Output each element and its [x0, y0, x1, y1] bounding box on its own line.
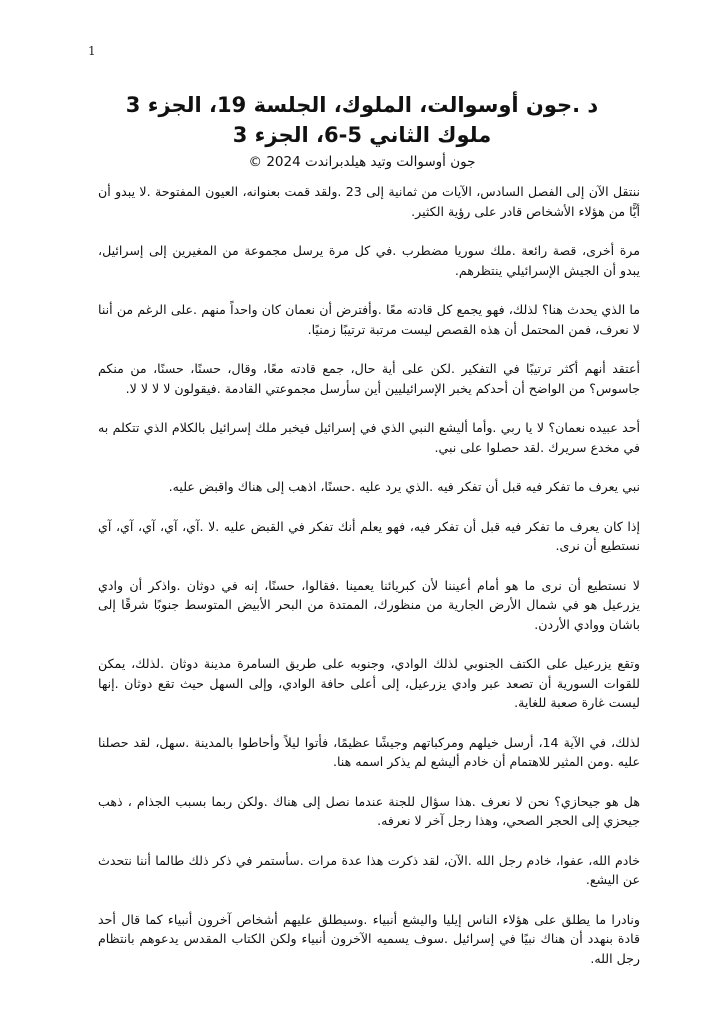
copyright-line: جون أوسوالت وتيد هيلدبراندت 2024 © — [248, 154, 476, 170]
paragraph: لذلك، في الآية 14، أرسل خيلهم ومركباتهم وجيشًا عظيمًا، فأتوا ليلاً وأحاطوا بالمدينة .سهل، لقد حصلنا عليه .ومن المثير للاهتمام أن خادم أليشع لم يذكر اسمه هنا. — [98, 734, 640, 769]
paragraph: أعتقد أنهم أكثر ترتيبًا في التفكير .لكن على أية حال، جمع قادته معًا، وقال، حسنًا، حسنًا، من منكم جاسوس؟ من الواضح أن أحدكم يخبر الإسرائيليين أين سأرسل مجموعتي القادمة .فيقولون لا لا لا لا. — [98, 361, 640, 396]
paragraph: نبي يعرف ما تفكر فيه قبل أن تفكر فيه .الذي يرد عليه .حسنًا، اذهب إلى هناك واقبض عليه. — [168, 479, 640, 494]
title-block — [60, 90, 664, 172]
body-text — [98, 182, 640, 988]
paragraph: مرة أخرى، قصة رائعة .ملك سوريا مضطرب .في كل مرة يرسل مجموعة من المغيرين إلى إسرائيل، يبدو أن الجيش الإسرائيلي ينتظرهم. — [98, 243, 640, 278]
paragraph: ما الذي يحدث هنا؟ لذلك، فهو يجمع كل قادته معًا .وأفترض أن نعمان كان واحداً منهم .على الرغم من أننا لا نعرف، فمن المحتمل أن هذه القصص ليست مرتبة ترتيبًا زمنيًا. — [98, 302, 640, 337]
paragraph: لا نستطيع أن نرى ما هو أمام أعيننا لأن كبريائنا يعمينا .فقالوا، حسنًا، إنه في دوثان .واذكر أن وادي يزرعيل هو في شمال الأرض الجارية من منظورك، الممتدة من البحر الأبيض المتوسط جنوبًا شرقًا إلى باشان ووادي الأردن. — [98, 577, 640, 632]
document-subtitle: ملوك الثاني 5-6، الجزء 3 — [232, 123, 492, 147]
page-number: 1 — [88, 44, 96, 58]
paragraph: هل هو جيحازي؟ نحن لا نعرف .هذا سؤال للجنة عندما نصل إلى هناك .ولكن ربما بسبب الجذام ، ذهب جيحزي إلى الحجر الصحي، وهذا رجل آخر لا نعرفه. — [98, 793, 640, 828]
paragraph: وتقع يزرعيل على الكتف الجنوبي لذلك الوادي، وجنوبه على طريق السامرة مدينة دوثان .لذلك، يمكن للقوات السورية أن تصعد عبر وادي يزرعيل، إلى أعلى حافة الوادي، وإلى السهل حيث تقع دوثان .إنها ليست غارة صعبة للغاية. — [98, 656, 640, 710]
paragraph: إذا كان يعرف ما تفكر فيه قبل أن تفكر فيه، فهو يعلم أنك تفكر في القبض عليه .لا .آي، آي، آي، آي، آي نستطيع أن نرى. — [98, 518, 640, 553]
paragraph: خادم الله، عفوا، خادم رجل الله .الآن، لقد ذكرت هذا عدة مرات .سأستمر في ذكر ذلك طالما أننا نتحدث عن اليشع. — [98, 852, 640, 887]
paragraph: ننتقل الآن إلى الفصل السادس، الآيات من ثمانية إلى 23 .ولقد قمت بعنوانه، العيون المفتوحة .لا يبدو أن أيًّا من هؤلاء الأشخاص قادر على رؤية الكثير. — [98, 184, 641, 219]
paragraph: ونادرا ما يطلق على هؤلاء الناس إيليا واليشع أنبياء .وسيطلق عليهم أشخاص آخرون أنبياء كما قال أحد قادة بنهدد أن هناك نبيًا في إسرائيل .سوف يسميه الآخرون أنبياء ولكن الكتاب المقدس يدعوهم بانتظام رجل الله. — [98, 911, 640, 966]
paragraph: أحد عبيده نعمان؟ لا يا ربي .وأما أليشع النبي الذي في إسرائيل فيخبر ملك إسرائيل بالكلام الذي تتكلم به في مخدع سريرك .لقد حصلوا على نبي. — [98, 420, 640, 455]
document-title: د .جون أوسوالت، الملوك، الجلسة 19، الجزء 3 — [125, 93, 599, 117]
